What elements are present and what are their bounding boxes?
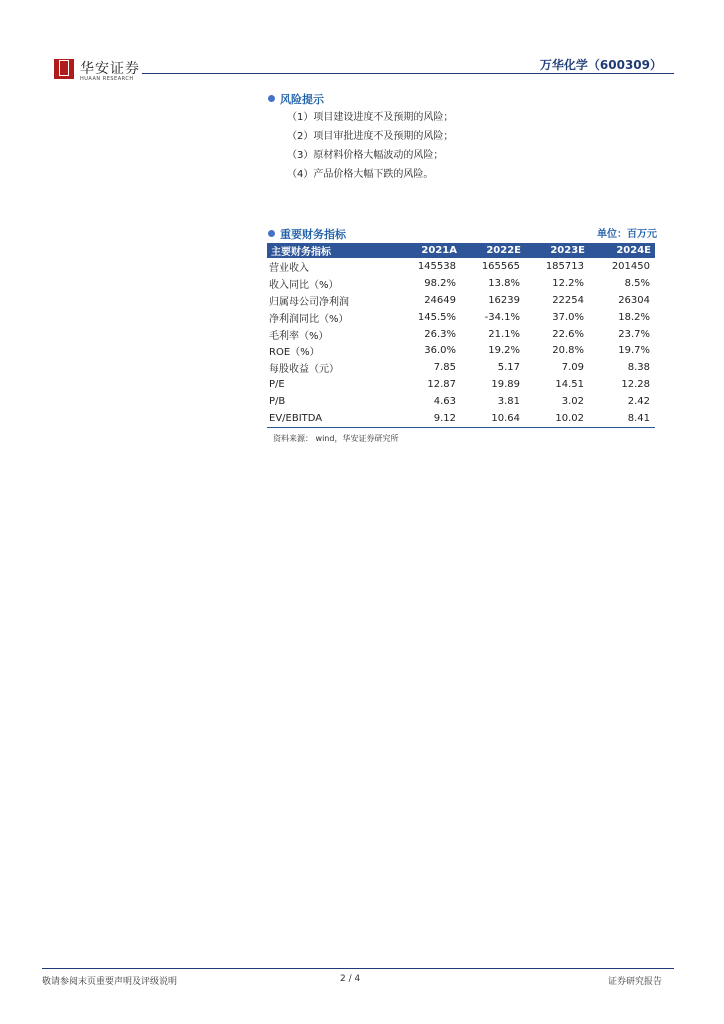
row-label: ROE（%） — [269, 347, 320, 359]
table-cell: 19.89 — [491, 379, 520, 391]
table-cell: 12.28 — [621, 379, 650, 391]
table-cell: 19.7% — [618, 345, 650, 357]
table-cell: 23.7% — [618, 328, 650, 340]
table-cell: 21.1% — [488, 328, 520, 340]
table-cell: 4.63 — [433, 396, 456, 408]
row-label: 归属母公司净利润 — [269, 296, 349, 308]
table-cell: 3.81 — [497, 396, 520, 408]
row-label: 收入同比（%） — [269, 279, 339, 291]
table-row — [267, 309, 655, 326]
risk-title-text: 风险提示 — [280, 93, 324, 106]
table-cell: 19.2% — [488, 345, 520, 357]
risk-item: （3）原材料价格大幅波动的风险； — [287, 150, 444, 161]
column-header: 2023E — [525, 243, 589, 258]
row-label: 营业收入 — [269, 262, 309, 274]
row-label: P/E — [269, 379, 285, 391]
table-cell: 12.87 — [427, 379, 456, 391]
table-body — [267, 258, 655, 427]
row-label: 净利润同比（%） — [269, 313, 349, 325]
table-cell: 37.0% — [552, 311, 584, 323]
footer-disclaimer: 敬请参阅末页重要声明及评级说明 — [42, 977, 178, 987]
table-cell: 201450 — [611, 260, 650, 272]
table-cell: 185713 — [545, 260, 584, 272]
bullet-icon — [268, 95, 275, 102]
table-cell: 8.38 — [627, 362, 650, 374]
risk-list — [287, 108, 453, 184]
table-cell: 3.02 — [561, 396, 584, 408]
column-header: 主要财务指标 — [267, 243, 397, 258]
risk-item: （2）项目审批进度不及预期的风险； — [287, 131, 454, 142]
column-header: 2021A — [397, 243, 461, 258]
table-cell: 36.0% — [424, 345, 456, 357]
brand-name: 华安证券 — [80, 61, 140, 77]
table-row — [267, 292, 655, 309]
table-cell: 16239 — [488, 294, 520, 306]
table-row — [267, 342, 655, 359]
row-label: 每股收益（元） — [269, 364, 339, 376]
table-row — [267, 258, 655, 275]
table-cell: -34.1% — [484, 311, 520, 323]
table-cell: 8.41 — [589, 410, 655, 427]
table-row — [267, 410, 655, 427]
page-title: 万华化学（600309） — [539, 58, 662, 72]
row-label: P/B — [269, 396, 286, 408]
table-cell: 14.51 — [555, 379, 584, 391]
footer-divider — [42, 968, 674, 969]
risk-item: （1）项目建设进度不及预期的风险； — [287, 112, 454, 123]
unit-label: 单位：百万元 — [597, 229, 657, 240]
table-cell: 7.09 — [561, 362, 584, 374]
table-row — [267, 326, 655, 343]
table-cell: 5.17 — [497, 362, 520, 374]
page-number: 2 / 4 — [340, 974, 361, 984]
table-cell: 165565 — [481, 260, 520, 272]
table-cell: 9.12 — [397, 410, 461, 427]
logo-icon — [54, 59, 74, 79]
table-cell: 7.85 — [433, 362, 456, 374]
risk-item: （4）产品价格大幅下跌的风险。 — [287, 169, 434, 180]
table-cell: 26304 — [618, 294, 650, 306]
column-header: 2024E — [589, 243, 655, 258]
financials-table — [267, 243, 655, 428]
table-cell: 145538 — [417, 260, 456, 272]
bullet-icon — [268, 230, 275, 237]
table-cell: 13.8% — [488, 277, 520, 289]
table-row — [267, 393, 655, 410]
row-label: EV/EBITDA — [267, 410, 397, 427]
table-cell: 8.5% — [624, 277, 650, 289]
table-cell: 22.6% — [552, 328, 584, 340]
financials-title-text: 重要财务指标 — [280, 228, 346, 241]
table-cell: 26.3% — [424, 328, 456, 340]
table-cell: 10.64 — [461, 410, 525, 427]
table-cell: 98.2% — [424, 277, 456, 289]
source-note: 资料来源： wind，华安证券研究所 — [273, 434, 399, 443]
table-cell: 24649 — [424, 294, 456, 306]
table-cell: 22254 — [552, 294, 584, 306]
table-cell: 145.5% — [417, 311, 456, 323]
risk-section-title — [268, 91, 324, 107]
table-cell: 18.2% — [618, 311, 650, 323]
table-row — [267, 275, 655, 292]
table-row — [267, 359, 655, 376]
header-divider — [142, 73, 674, 74]
row-label: 毛利率（%） — [269, 330, 329, 342]
table-header-row — [267, 243, 655, 258]
table-row — [267, 376, 655, 393]
column-header: 2022E — [461, 243, 525, 258]
table-cell: 12.2% — [552, 277, 584, 289]
financials-section-title — [268, 226, 346, 242]
table-cell: 10.02 — [525, 410, 589, 427]
table-cell: 2.42 — [627, 396, 650, 408]
footer-report-type: 证券研究报告 — [607, 977, 662, 987]
brand-name-en: HUAAN RESEARCH — [80, 76, 134, 82]
table-cell: 20.8% — [552, 345, 584, 357]
